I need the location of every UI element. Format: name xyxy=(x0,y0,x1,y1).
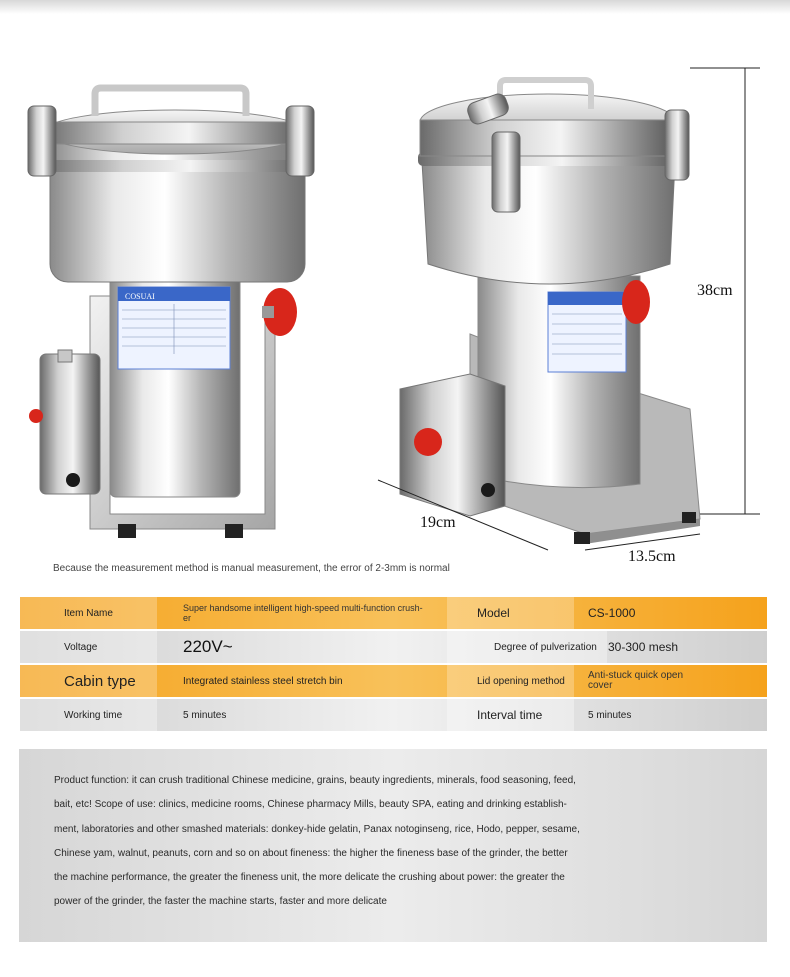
width-dimension: 19cm xyxy=(420,514,456,531)
spec-value: 220V~ xyxy=(183,637,233,656)
spec-value: Anti-stuck quick open cover xyxy=(588,670,684,691)
spec-label: Model xyxy=(447,597,574,629)
spec-value: CS-1000 xyxy=(588,606,636,620)
description-line: the machine performance, the greater the fineness unit, the more delicate the crushing about power: the greater the xyxy=(54,872,565,884)
spec-value: Integrated stainless steel stretch bin xyxy=(183,675,343,687)
height-dimension: 38cm xyxy=(697,282,733,299)
grinder-angle-view xyxy=(400,80,700,544)
description-line: bait, etc! Scope of use: clinics, medicine rooms, Chinese pharmacy Mills, beauty SPA, eating and drinking establish- xyxy=(54,799,567,811)
spec-value: 30-300 mesh xyxy=(608,640,679,654)
description-panel xyxy=(19,749,767,942)
spec-label: Interval time xyxy=(447,699,574,731)
spec-value: 5 minutes xyxy=(183,709,227,721)
label-brand-logo xyxy=(123,290,233,302)
spec-row xyxy=(20,631,767,663)
grinder-front-view xyxy=(28,88,314,538)
spec-label: Lid opening method xyxy=(447,665,574,697)
spec-label: Degree of pulverization xyxy=(447,631,607,663)
description-text xyxy=(54,769,644,915)
spec-label: Cabin type xyxy=(20,665,157,697)
depth-dimension: 13.5cm xyxy=(628,548,676,565)
svg-text:COSUAI: COSUAI xyxy=(125,292,155,301)
spec-label: Item Name xyxy=(20,597,157,629)
spec-value: Super handsome intelligent high-speed multi-function crush- er xyxy=(183,603,423,623)
product-photo-area xyxy=(0,14,790,565)
spec-row xyxy=(20,665,767,697)
description-line: power of the grinder, the faster the machine starts, faster and more delicate xyxy=(54,896,387,908)
description-line: Chinese yam, walnut, peanuts, corn and so on about fineness: the higher the fineness base of the grinder, the better xyxy=(54,847,568,859)
measurement-note: Because the measurement method is manual measurement, the error of 2-3mm is normal xyxy=(53,563,450,574)
spec-label: Voltage xyxy=(20,631,157,663)
spec-row xyxy=(20,597,767,629)
spec-table xyxy=(20,597,767,733)
spec-label: Working time xyxy=(20,699,157,731)
spec-value: 5 minutes xyxy=(588,709,632,721)
top-shadow xyxy=(0,0,790,14)
spec-row xyxy=(20,699,767,731)
description-line: Product function: it can crush traditional Chinese medicine, grains, beauty ingredients, minerals, food seasoning, feed, xyxy=(54,775,576,786)
description-line: ment, laboratories and other smashed materials: donkey-hide gelatin, Panax notoginseng, rice, Hodo, pepper, sesame, xyxy=(54,823,580,835)
